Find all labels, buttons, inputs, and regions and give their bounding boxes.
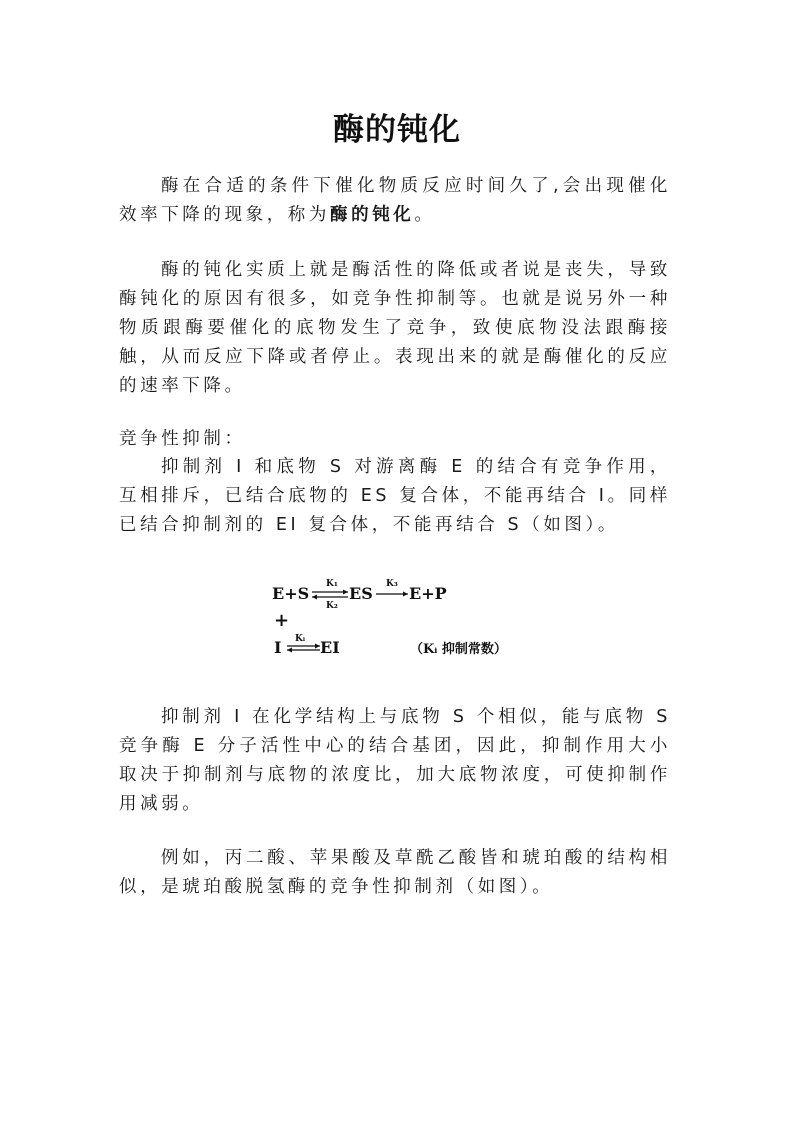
intro-bold-term: 酶的钝化 (330, 205, 415, 225)
i-label: I (274, 638, 282, 657)
k3-arrow-head (403, 592, 408, 597)
e-plus-s-label: E+S (272, 584, 310, 603)
es-label: ES (349, 584, 373, 603)
ki-label: Kᵢ (295, 634, 305, 644)
page-title: 酶的钝化 (333, 112, 461, 148)
k2-label: K₂ (326, 601, 338, 611)
intro-text: 酶在合适的条件下催化物质反应时间久了,会出现催化效率下降的现象，称为 (119, 176, 671, 225)
intro-end: 。 (414, 205, 436, 225)
reverse-arrow-head (312, 595, 317, 600)
section-heading: 竞争性抑制： (119, 429, 246, 449)
intro-paragraph (119, 172, 671, 230)
inhibitor-structure-paragraph: 抑制剂 I 在化学结构上与底物 S 个相似，能与底物 S 竞争酶 E 分子活性中心的结合基团，因此，抑制作用大小取决于抑制剂与底物的浓度比，加大底物浓度，可使抑制作用减弱。 (119, 707, 671, 814)
ei-label: EI (320, 638, 340, 657)
e-plus-p-label: E+P (409, 584, 447, 603)
inhibition-constant-note: （Kᵢ 抑制常数） (410, 642, 507, 657)
forward-arrow-head (343, 590, 348, 595)
example-paragraph: 例如，丙二酸、苹果酸及草酰乙酸皆和琥珀酸的结构相似，是琥珀酸脱氢酶的竞争性抑制剂（如图）。 (119, 848, 671, 897)
plus-sign: + (274, 610, 290, 631)
explanation-paragraph: 酶的钝化实质上就是酶活性的降低或者说是丧失，导致酶钝化的原因有很多，如竞争性抑制等。也就是说另外一种物质跟酶要催化的底物发生了竞争，致使底物没法跟酶接触，从而反应下降或者停止。表现出来的就是酶催化的反应的速率下降。 (119, 260, 671, 396)
reaction-diagram (262, 566, 532, 662)
ei-reverse-head (287, 648, 292, 653)
competitive-inhibition-paragraph: 抑制剂 I 和底物 S 对游离酶 E 的结合有竞争作用，互相排斥，已结合底物的 ES 复合体，不能再结合 I。同样已结合抑制剂的 EI 复合体，不能再结合 S（如图）。 (119, 457, 671, 535)
k3-label: K₃ (386, 579, 398, 589)
k1-label: K₁ (326, 579, 338, 589)
